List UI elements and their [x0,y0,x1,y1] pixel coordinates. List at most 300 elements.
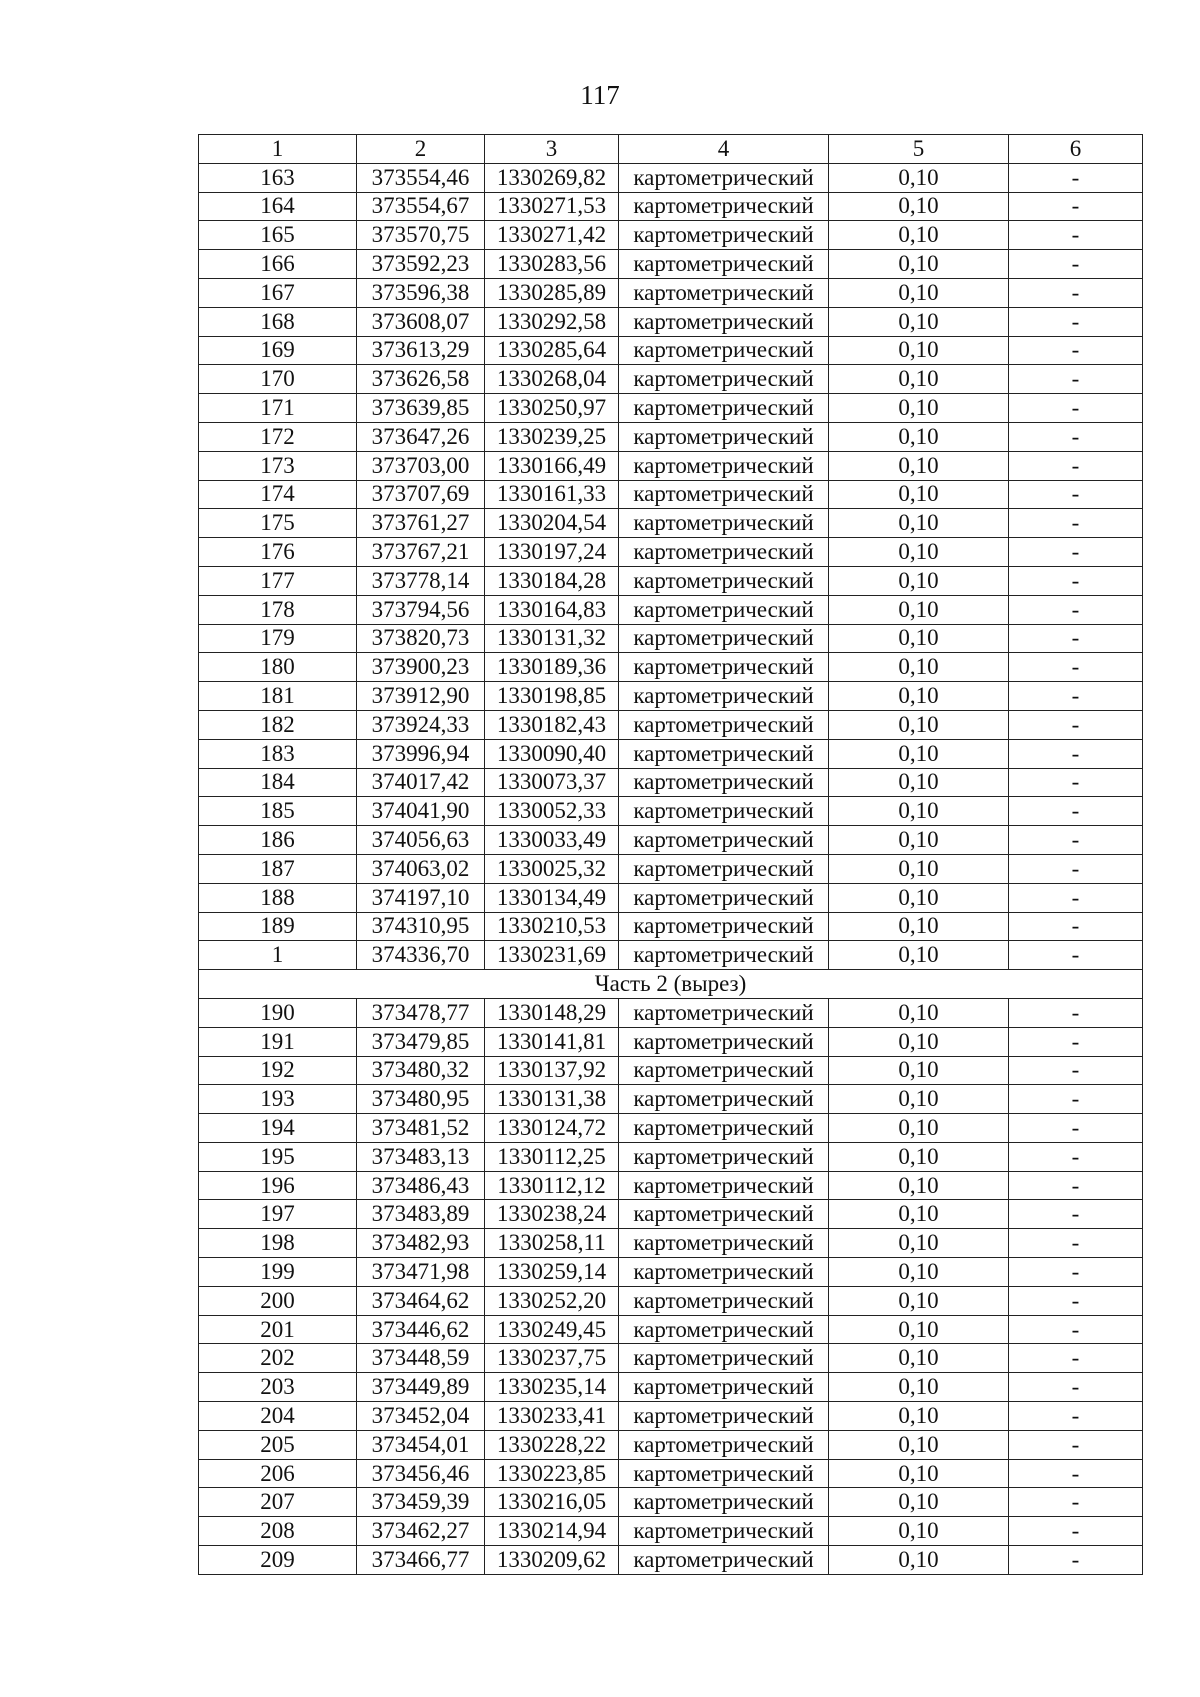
note-cell: - [1009,826,1143,855]
accuracy-cell: 0,10 [829,595,1009,624]
table-row [199,422,1143,451]
method-cell: картометрический [619,394,829,423]
point-number-cell: 189 [199,912,357,941]
accuracy-cell: 0,10 [829,250,1009,279]
method-cell: картометрический [619,1085,829,1114]
note-cell: - [1009,1517,1143,1546]
table-row [199,1344,1143,1373]
x-coordinate-cell: 373767,21 [357,538,485,567]
table-row [199,1229,1143,1258]
y-coordinate-cell: 1330131,38 [485,1085,619,1114]
method-cell: картометрический [619,1200,829,1229]
table-row [199,1200,1143,1229]
accuracy-cell: 0,10 [829,1258,1009,1287]
y-coordinate-cell: 1330268,04 [485,365,619,394]
x-coordinate-cell: 373466,77 [357,1546,485,1575]
method-cell: картометрический [619,509,829,538]
header-cell-5: 5 [829,135,1009,164]
note-cell: - [1009,566,1143,595]
point-number-cell: 193 [199,1085,357,1114]
x-coordinate-cell: 373608,07 [357,307,485,336]
method-cell: картометрический [619,595,829,624]
accuracy-cell: 0,10 [829,394,1009,423]
y-coordinate-cell: 1330271,42 [485,221,619,250]
accuracy-cell: 0,10 [829,883,1009,912]
point-number-cell: 180 [199,653,357,682]
table-row [199,710,1143,739]
point-number-cell: 187 [199,854,357,883]
point-number-cell: 179 [199,624,357,653]
point-number-cell: 166 [199,250,357,279]
table-row [199,998,1143,1027]
accuracy-cell: 0,10 [829,682,1009,711]
accuracy-cell: 0,10 [829,1517,1009,1546]
method-cell: картометрический [619,998,829,1027]
point-number-cell: 208 [199,1517,357,1546]
point-number-cell: 173 [199,451,357,480]
accuracy-cell: 0,10 [829,451,1009,480]
x-coordinate-cell: 373912,90 [357,682,485,711]
y-coordinate-cell: 1330197,24 [485,538,619,567]
x-coordinate-cell: 373479,85 [357,1027,485,1056]
x-coordinate-cell: 373626,58 [357,365,485,394]
point-number-cell: 198 [199,1229,357,1258]
y-coordinate-cell: 1330182,43 [485,710,619,739]
x-coordinate-cell: 374336,70 [357,941,485,970]
y-coordinate-cell: 1330134,49 [485,883,619,912]
note-cell: - [1009,250,1143,279]
header-cell-4: 4 [619,135,829,164]
header-cell-1: 1 [199,135,357,164]
accuracy-cell: 0,10 [829,710,1009,739]
table-row [199,854,1143,883]
method-cell: картометрический [619,1517,829,1546]
accuracy-cell: 0,10 [829,1229,1009,1258]
y-coordinate-cell: 1330210,53 [485,912,619,941]
point-number-cell: 191 [199,1027,357,1056]
point-number-cell: 196 [199,1171,357,1200]
point-number-cell: 203 [199,1373,357,1402]
note-cell: - [1009,1430,1143,1459]
note-cell: - [1009,739,1143,768]
table-row [199,1459,1143,1488]
y-coordinate-cell: 1330124,72 [485,1114,619,1143]
x-coordinate-cell: 373486,43 [357,1171,485,1200]
accuracy-cell: 0,10 [829,1085,1009,1114]
x-coordinate-cell: 373454,01 [357,1430,485,1459]
note-cell: - [1009,1027,1143,1056]
table-row [199,912,1143,941]
y-coordinate-cell: 1330285,89 [485,278,619,307]
point-number-cell: 192 [199,1056,357,1085]
note-cell: - [1009,883,1143,912]
point-number-cell: 176 [199,538,357,567]
point-number-cell: 174 [199,480,357,509]
method-cell: картометрический [619,451,829,480]
page-number: 117 [580,80,620,110]
section-row [199,970,1143,999]
point-number-cell: 170 [199,365,357,394]
note-cell: - [1009,163,1143,192]
y-coordinate-cell: 1330112,25 [485,1142,619,1171]
method-cell: картометрический [619,1430,829,1459]
note-cell: - [1009,451,1143,480]
table-row [199,1373,1143,1402]
point-number-cell: 168 [199,307,357,336]
y-coordinate-cell: 1330052,33 [485,797,619,826]
x-coordinate-cell: 373446,62 [357,1315,485,1344]
y-coordinate-cell: 1330184,28 [485,566,619,595]
x-coordinate-cell: 374063,02 [357,854,485,883]
table-row [199,336,1143,365]
method-cell: картометрический [619,1142,829,1171]
note-cell: - [1009,480,1143,509]
method-cell: картометрический [619,1315,829,1344]
x-coordinate-cell: 373471,98 [357,1258,485,1287]
method-cell: картометрический [619,883,829,912]
note-cell: - [1009,1344,1143,1373]
note-cell: - [1009,998,1143,1027]
note-cell: - [1009,1085,1143,1114]
note-cell: - [1009,1286,1143,1315]
y-coordinate-cell: 1330235,14 [485,1373,619,1402]
note-cell: - [1009,768,1143,797]
method-cell: картометрический [619,250,829,279]
x-coordinate-cell: 373592,23 [357,250,485,279]
note-cell: - [1009,797,1143,826]
method-cell: картометрический [619,1114,829,1143]
coordinates-table [198,134,1143,1575]
y-coordinate-cell: 1330283,56 [485,250,619,279]
method-cell: картометрический [619,538,829,567]
note-cell: - [1009,1546,1143,1575]
accuracy-cell: 0,10 [829,998,1009,1027]
accuracy-cell: 0,10 [829,624,1009,653]
point-number-cell: 188 [199,883,357,912]
accuracy-cell: 0,10 [829,538,1009,567]
method-cell: картометрический [619,1344,829,1373]
method-cell: картометрический [619,480,829,509]
x-coordinate-cell: 373449,89 [357,1373,485,1402]
point-number-cell: 194 [199,1114,357,1143]
note-cell: - [1009,1056,1143,1085]
table-row [199,797,1143,826]
table-row [199,1085,1143,1114]
x-coordinate-cell: 373459,39 [357,1488,485,1517]
point-number-cell: 206 [199,1459,357,1488]
accuracy-cell: 0,10 [829,1114,1009,1143]
table-row [199,1114,1143,1143]
table-row [199,653,1143,682]
table-row [199,1430,1143,1459]
method-cell: картометрический [619,1056,829,1085]
accuracy-cell: 0,10 [829,336,1009,365]
y-coordinate-cell: 1330231,69 [485,941,619,970]
method-cell: картометрический [619,739,829,768]
table-row [199,941,1143,970]
method-cell: картометрический [619,1027,829,1056]
table-row [199,595,1143,624]
y-coordinate-cell: 1330141,81 [485,1027,619,1056]
method-cell: картометрический [619,422,829,451]
x-coordinate-cell: 373464,62 [357,1286,485,1315]
table-row [199,1258,1143,1287]
header-row [199,135,1143,164]
point-number-cell: 163 [199,163,357,192]
method-cell: картометрический [619,1229,829,1258]
note-cell: - [1009,307,1143,336]
point-number-cell: 165 [199,221,357,250]
y-coordinate-cell: 1330198,85 [485,682,619,711]
x-coordinate-cell: 373570,75 [357,221,485,250]
y-coordinate-cell: 1330239,25 [485,422,619,451]
table-row [199,883,1143,912]
note-cell: - [1009,682,1143,711]
note-cell: - [1009,1142,1143,1171]
method-cell: картометрический [619,1373,829,1402]
table-row [199,538,1143,567]
method-cell: картометрический [619,854,829,883]
y-coordinate-cell: 1330033,49 [485,826,619,855]
table-row [199,739,1143,768]
table-row [199,1546,1143,1575]
method-cell: картометрический [619,1402,829,1431]
x-coordinate-cell: 374017,42 [357,768,485,797]
method-cell: картометрический [619,278,829,307]
method-cell: картометрический [619,566,829,595]
note-cell: - [1009,509,1143,538]
note-cell: - [1009,653,1143,682]
x-coordinate-cell: 373483,89 [357,1200,485,1229]
y-coordinate-cell: 1330073,37 [485,768,619,797]
note-cell: - [1009,394,1143,423]
table-row [199,307,1143,336]
y-coordinate-cell: 1330292,58 [485,307,619,336]
note-cell: - [1009,1171,1143,1200]
accuracy-cell: 0,10 [829,768,1009,797]
accuracy-cell: 0,10 [829,1027,1009,1056]
method-cell: картометрический [619,365,829,394]
note-cell: - [1009,1459,1143,1488]
table-row [199,480,1143,509]
point-number-cell: 197 [199,1200,357,1229]
y-coordinate-cell: 1330090,40 [485,739,619,768]
point-number-cell: 175 [199,509,357,538]
x-coordinate-cell: 373456,46 [357,1459,485,1488]
accuracy-cell: 0,10 [829,1056,1009,1085]
x-coordinate-cell: 373478,77 [357,998,485,1027]
y-coordinate-cell: 1330148,29 [485,998,619,1027]
table-row [199,221,1143,250]
accuracy-cell: 0,10 [829,1344,1009,1373]
method-cell: картометрический [619,336,829,365]
accuracy-cell: 0,10 [829,192,1009,221]
table-row [199,451,1143,480]
x-coordinate-cell: 373996,94 [357,739,485,768]
table-row [199,624,1143,653]
y-coordinate-cell: 1330271,53 [485,192,619,221]
note-cell: - [1009,710,1143,739]
point-number-cell: 207 [199,1488,357,1517]
x-coordinate-cell: 374310,95 [357,912,485,941]
x-coordinate-cell: 373452,04 [357,1402,485,1431]
y-coordinate-cell: 1330131,32 [485,624,619,653]
x-coordinate-cell: 373482,93 [357,1229,485,1258]
x-coordinate-cell: 373647,26 [357,422,485,451]
y-coordinate-cell: 1330237,75 [485,1344,619,1373]
accuracy-cell: 0,10 [829,480,1009,509]
point-number-cell: 167 [199,278,357,307]
method-cell: картометрический [619,1171,829,1200]
header-cell-3: 3 [485,135,619,164]
y-coordinate-cell: 1330216,05 [485,1488,619,1517]
method-cell: картометрический [619,1258,829,1287]
x-coordinate-cell: 373639,85 [357,394,485,423]
point-number-cell: 195 [199,1142,357,1171]
accuracy-cell: 0,10 [829,653,1009,682]
method-cell: картометрический [619,912,829,941]
accuracy-cell: 0,10 [829,1373,1009,1402]
accuracy-cell: 0,10 [829,1488,1009,1517]
accuracy-cell: 0,10 [829,739,1009,768]
x-coordinate-cell: 373481,52 [357,1114,485,1143]
accuracy-cell: 0,10 [829,1315,1009,1344]
y-coordinate-cell: 1330204,54 [485,509,619,538]
accuracy-cell: 0,10 [829,826,1009,855]
point-number-cell: 202 [199,1344,357,1373]
point-number-cell: 184 [199,768,357,797]
y-coordinate-cell: 1330025,32 [485,854,619,883]
method-cell: картометрический [619,192,829,221]
accuracy-cell: 0,10 [829,221,1009,250]
note-cell: - [1009,422,1143,451]
table-row [199,1402,1143,1431]
accuracy-cell: 0,10 [829,1171,1009,1200]
x-coordinate-cell: 373613,29 [357,336,485,365]
accuracy-cell: 0,10 [829,1402,1009,1431]
method-cell: картометрический [619,624,829,653]
note-cell: - [1009,854,1143,883]
note-cell: - [1009,941,1143,970]
accuracy-cell: 0,10 [829,566,1009,595]
point-number-cell: 181 [199,682,357,711]
y-coordinate-cell: 1330137,92 [485,1056,619,1085]
table-row [199,826,1143,855]
x-coordinate-cell: 373778,14 [357,566,485,595]
y-coordinate-cell: 1330161,33 [485,480,619,509]
accuracy-cell: 0,10 [829,307,1009,336]
y-coordinate-cell: 1330269,82 [485,163,619,192]
note-cell: - [1009,1488,1143,1517]
accuracy-cell: 0,10 [829,1142,1009,1171]
x-coordinate-cell: 373554,46 [357,163,485,192]
method-cell: картометрический [619,941,829,970]
point-number-cell: 204 [199,1402,357,1431]
note-cell: - [1009,538,1143,567]
table-row [199,1171,1143,1200]
point-number-cell: 201 [199,1315,357,1344]
table-row [199,163,1143,192]
method-cell: картометрический [619,768,829,797]
method-cell: картометрический [619,826,829,855]
table-row [199,1142,1143,1171]
x-coordinate-cell: 373794,56 [357,595,485,624]
note-cell: - [1009,1315,1143,1344]
point-number-cell: 185 [199,797,357,826]
y-coordinate-cell: 1330214,94 [485,1517,619,1546]
table-row [199,192,1143,221]
table-row [199,682,1143,711]
note-cell: - [1009,1373,1143,1402]
header-cell-2: 2 [357,135,485,164]
note-cell: - [1009,1402,1143,1431]
point-number-cell: 199 [199,1258,357,1287]
table-row [199,1027,1143,1056]
accuracy-cell: 0,10 [829,912,1009,941]
x-coordinate-cell: 373703,00 [357,451,485,480]
accuracy-cell: 0,10 [829,365,1009,394]
y-coordinate-cell: 1330233,41 [485,1402,619,1431]
note-cell: - [1009,1229,1143,1258]
x-coordinate-cell: 373761,27 [357,509,485,538]
table-row [199,365,1143,394]
x-coordinate-cell: 373820,73 [357,624,485,653]
accuracy-cell: 0,10 [829,1200,1009,1229]
table-row [199,1286,1143,1315]
note-cell: - [1009,595,1143,624]
method-cell: картометрический [619,1286,829,1315]
note-cell: - [1009,1200,1143,1229]
y-coordinate-cell: 1330189,36 [485,653,619,682]
accuracy-cell: 0,10 [829,163,1009,192]
x-coordinate-cell: 373462,27 [357,1517,485,1546]
x-coordinate-cell: 373596,38 [357,278,485,307]
y-coordinate-cell: 1330166,49 [485,451,619,480]
note-cell: - [1009,336,1143,365]
note-cell: - [1009,912,1143,941]
note-cell: - [1009,221,1143,250]
y-coordinate-cell: 1330112,12 [485,1171,619,1200]
note-cell: - [1009,624,1143,653]
table-row [199,1315,1143,1344]
x-coordinate-cell: 373480,95 [357,1085,485,1114]
x-coordinate-cell: 373448,59 [357,1344,485,1373]
point-number-cell: 209 [199,1546,357,1575]
x-coordinate-cell: 373480,32 [357,1056,485,1085]
y-coordinate-cell: 1330228,22 [485,1430,619,1459]
note-cell: - [1009,192,1143,221]
method-cell: картометрический [619,221,829,250]
method-cell: картометрический [619,163,829,192]
method-cell: картометрический [619,797,829,826]
x-coordinate-cell: 373483,13 [357,1142,485,1171]
y-coordinate-cell: 1330250,97 [485,394,619,423]
point-number-cell: 177 [199,566,357,595]
y-coordinate-cell: 1330258,11 [485,1229,619,1258]
method-cell: картометрический [619,1488,829,1517]
accuracy-cell: 0,10 [829,941,1009,970]
x-coordinate-cell: 373554,67 [357,192,485,221]
method-cell: картометрический [619,1459,829,1488]
point-number-cell: 186 [199,826,357,855]
y-coordinate-cell: 1330164,83 [485,595,619,624]
point-number-cell: 171 [199,394,357,423]
accuracy-cell: 0,10 [829,509,1009,538]
point-number-cell: 200 [199,1286,357,1315]
table-row [199,1488,1143,1517]
table-row [199,509,1143,538]
table-row [199,566,1143,595]
